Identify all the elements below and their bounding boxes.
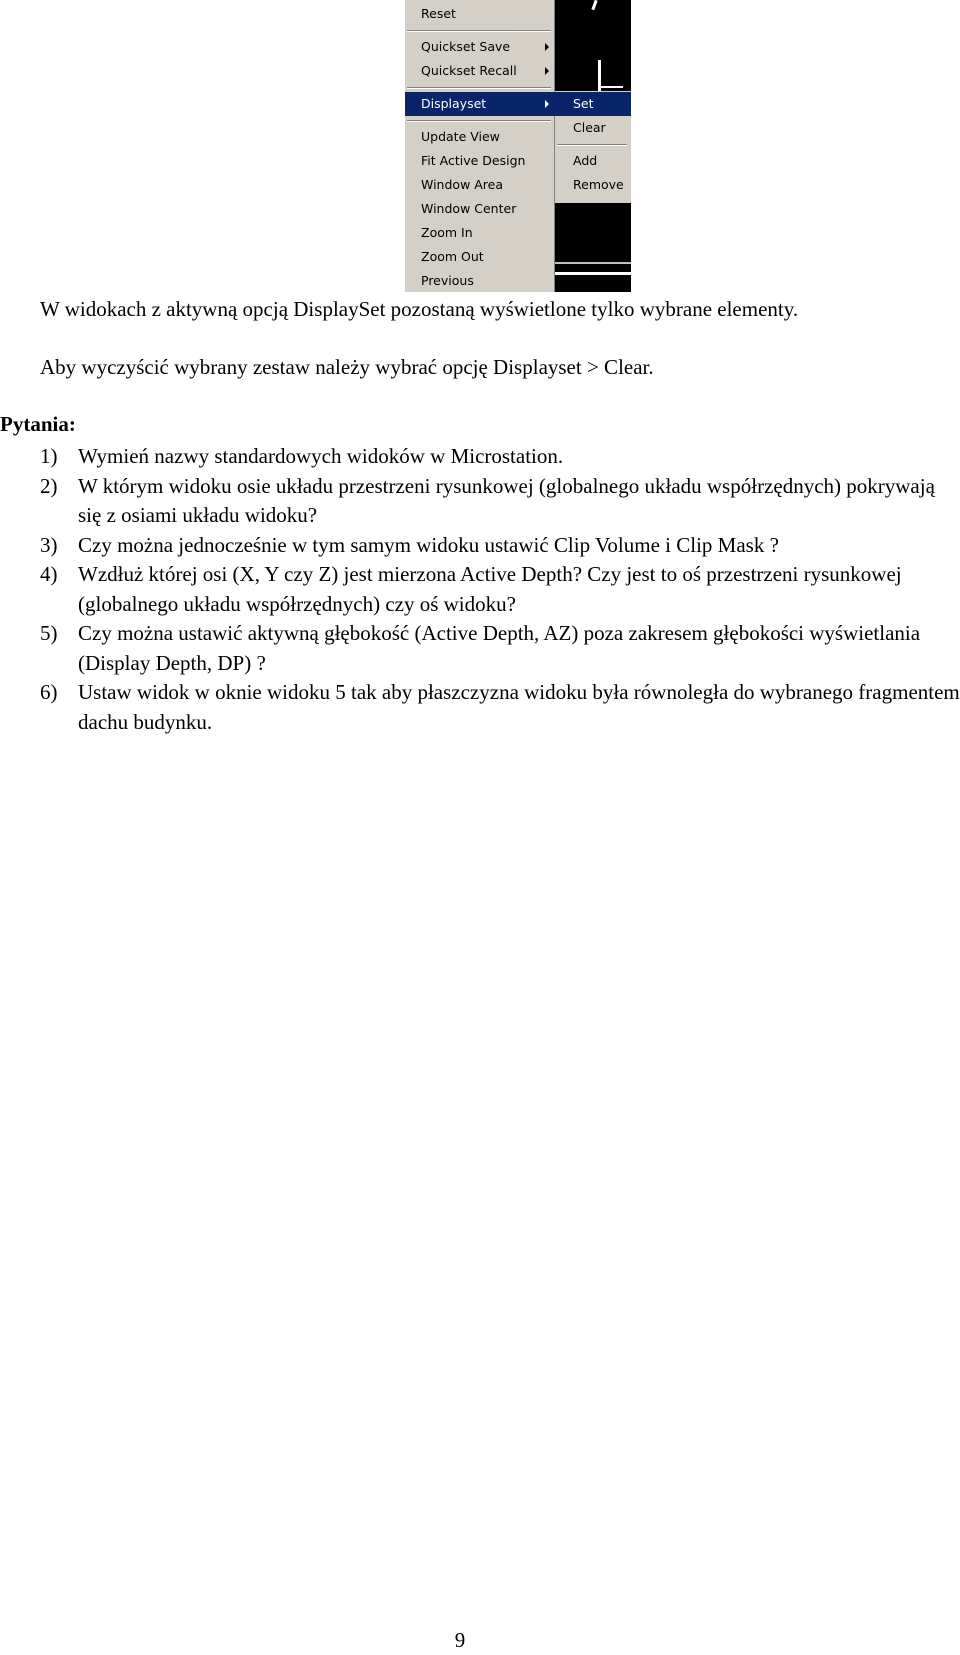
question-text: Ustaw widok w oknie widoku 5 tak aby płaszczyzna widoku była równoległa do wybranego fragmentem dachu budynku. [78, 680, 960, 734]
menu-item-fit-active-design[interactable] [405, 149, 555, 173]
menu-item-reset[interactable] [405, 2, 555, 26]
page-number: 9 [454, 1628, 466, 1652]
submenu-item-label: Set [573, 96, 594, 111]
displayset-submenu [555, 91, 631, 203]
menu-item-displayset[interactable] [405, 92, 555, 116]
question-number: 6) [40, 680, 58, 704]
menu-item-quickset-save[interactable] [405, 35, 555, 59]
menu-item-label: Displayset [421, 96, 487, 111]
menu-item-label: Previous [421, 273, 474, 288]
menu-item-previous[interactable] [405, 269, 555, 292]
drawing-stroke [601, 86, 623, 88]
menu-item-quickset-recall[interactable] [405, 59, 555, 83]
questions-list [40, 442, 960, 737]
menu-item-label: Update View [421, 129, 500, 144]
drawing-stroke [555, 262, 631, 264]
menu-item-zoom-out[interactable] [405, 245, 555, 269]
menu-item-label: Reset [421, 6, 456, 21]
question-number: 5) [40, 621, 58, 645]
submenu-arrow-icon [545, 100, 549, 108]
question-text: Czy można jednocześnie w tym samym widoku ustawić Clip Volume i Clip Mask ? [78, 532, 779, 557]
menu-item-label: Quickset Recall [421, 63, 517, 78]
menu-item-update-view[interactable] [405, 125, 555, 149]
menu-separator [407, 120, 551, 122]
question-item [40, 678, 960, 737]
submenu-arrow-icon [545, 43, 549, 51]
drawing-stroke [591, 0, 597, 10]
question-number: 2) [40, 473, 58, 498]
question-text: Wzdłuż której osi (X, Y czy Z) jest mierzona Active Depth? Czy jest to oś przestrzeni rysunkowej (globalnego układu współrzędnych) czy oś widoku? [78, 562, 902, 616]
menu-item-window-center[interactable] [405, 197, 555, 221]
questions-heading: Pytania: [0, 412, 76, 436]
paragraph-displayset-info: W widokach z aktywną opcją DisplaySet pozostaną wyświetlone tylko wybrane elementy. [40, 297, 799, 321]
menu-item-label: Window Area [421, 177, 504, 192]
submenu-item-remove[interactable] [555, 173, 631, 197]
question-item [40, 442, 960, 472]
menu-screenshot [405, 0, 631, 292]
menu-item-label: Quickset Save [421, 39, 511, 54]
drawing-stroke [555, 272, 631, 275]
menu-separator [407, 30, 551, 32]
submenu-item-add[interactable] [555, 149, 631, 173]
question-item [40, 560, 960, 619]
submenu-item-label: Clear [573, 120, 606, 135]
submenu-item-label: Add [573, 153, 598, 168]
question-number: 3) [40, 532, 58, 557]
menu-item-window-area[interactable] [405, 173, 555, 197]
submenu-item-label: Remove [573, 177, 624, 192]
question-text: W którym widoku osie układu przestrzeni rysunkowej (globalnego układu współrzędnych) pokrywają się z osiami układu widoku? [78, 473, 935, 527]
question-text: Czy można ustawić aktywną głębokość (Active Depth, AZ) poza zakresem głębokości wyświetlania (Display Depth, DP) ? [78, 621, 921, 675]
question-number: 1) [40, 444, 58, 468]
menu-item-label: Zoom In [421, 225, 473, 240]
submenu-item-clear[interactable] [555, 116, 631, 140]
question-number: 4) [40, 562, 58, 586]
submenu-arrow-icon [545, 67, 549, 75]
question-item [40, 472, 960, 531]
question-text: Wymień nazwy standardowych widoków w Microstation. [78, 444, 564, 468]
question-item [40, 531, 960, 561]
menu-item-label: Window Center [421, 201, 517, 216]
menu-separator [407, 87, 551, 89]
menu-item-zoom-in[interactable] [405, 221, 555, 245]
menu-separator [557, 144, 627, 146]
menu-item-label: Zoom Out [421, 249, 484, 264]
menu-item-label: Fit Active Design [421, 153, 526, 168]
paragraph-displayset-clear: Aby wyczyścić wybrany zestaw należy wybrać opcję Displayset > Clear. [40, 355, 654, 379]
question-item [40, 619, 960, 678]
view-context-menu [405, 0, 555, 292]
submenu-item-set[interactable] [555, 92, 631, 116]
